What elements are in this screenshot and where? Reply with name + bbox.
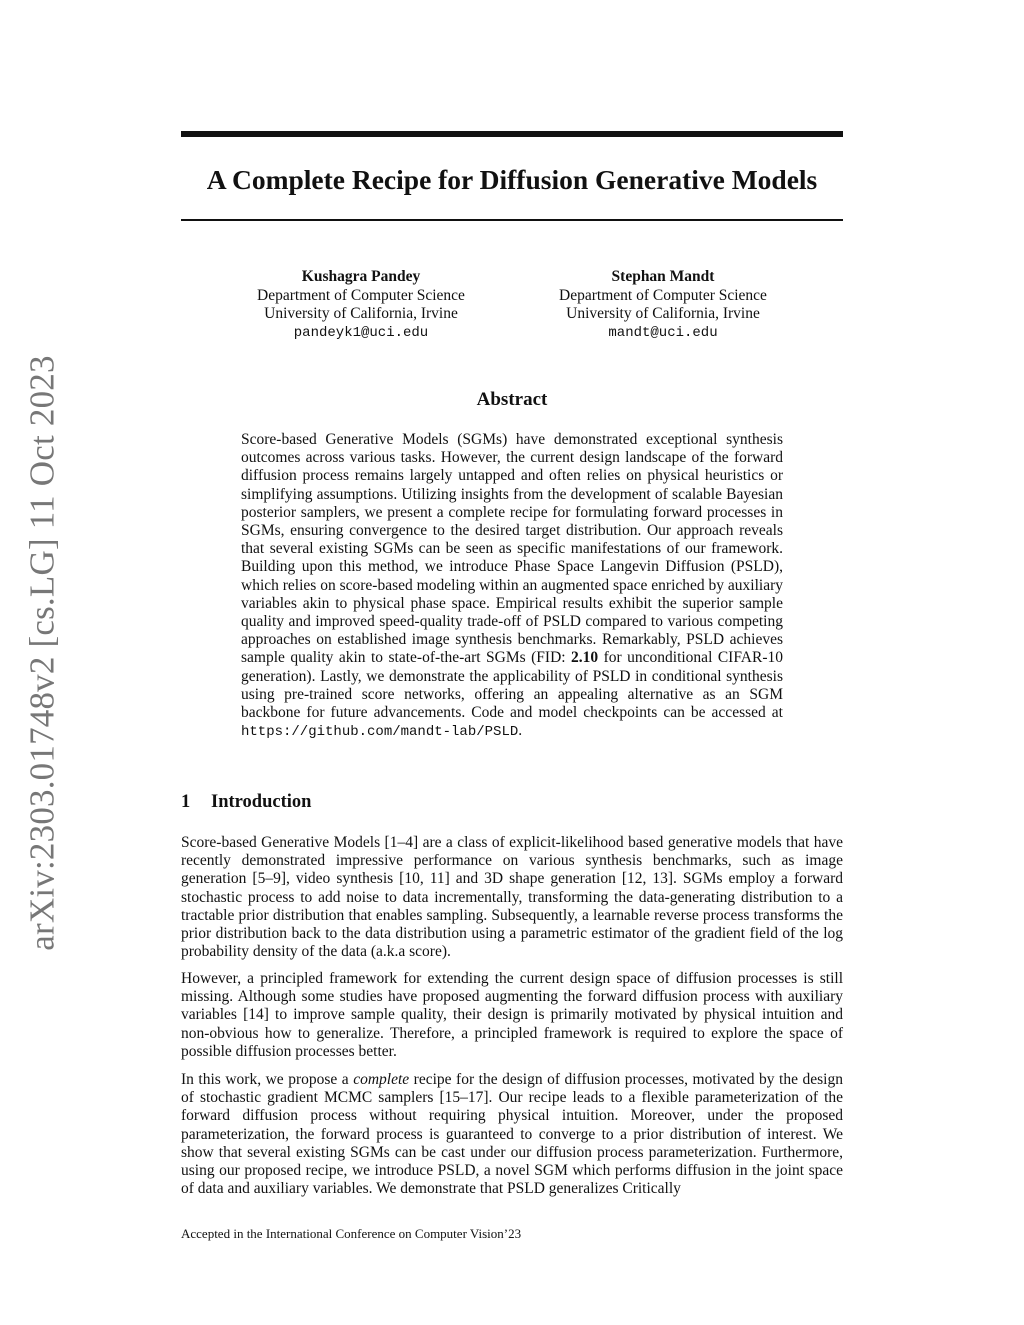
author-university: University of California, Irvine [566,305,760,322]
title-top-rule [181,131,843,137]
section-heading [181,790,311,814]
section-number: 1 [181,792,191,812]
author-email[interactable]: mandt@uci.edu [608,324,718,341]
paragraph-text: In this work, we propose a [181,1071,354,1088]
emphasis-complete: complete [353,1071,410,1088]
author-block-2 [523,268,803,342]
abstract-heading: Abstract [476,389,548,410]
code-link[interactable]: https://github.com/mandt-lab/PSLD [241,724,519,741]
author-email[interactable]: pandeyk1@uci.edu [293,324,429,341]
intro-paragraph-3 [181,1071,843,1198]
author-department: Department of Computer Science [257,286,465,304]
paragraph-text: recipe for the design of diffusion processes, motivated by the design of stochastic gradient MCMC samplers [15–17]. Our recipe leads to a flexible parameterization of the forward diffusion process without requiring physical intuition. Moreover, under the proposed parameterization, the forward process is guaranteed to converge to a prior distribution of interest. We show that several existing SGMs can be cast under our diffusion process parameterization. Furthermore, using our proposed recipe, we introduce PSLD, a novel SGM which performs diffusion in the joint space of data and auxiliary variables. We demonstrate that PSLD generalizes Critically [181,1071,843,1198]
title-bottom-rule [181,219,843,221]
section-title: Introduction [211,792,312,812]
author-block-1 [221,268,501,342]
abstract-text-part-1: Score-based Generative Models (SGMs) have demonstrated exceptional synthesis outcomes across various tasks. However, the current design landscape of the forward diffusion process remains largely untapped and often relies on physical heuristics or simplifying assumptions. Utilizing insights from the development of scalable Bayesian posterior samplers, we present a complete recipe for formulating forward processes in SGMs, ensuring convergence to the desired target distribution. Our approach reveals that several existing SGMs can be seen as specific manifestations of our framework. Building upon this method, we introduce Phase Space Langevin Diffusion (PSLD), which relies on score-based modeling within an augmented space enriched by auxiliary variables akin to physical phase space. Empirical results exhibit the superior sample quality and improved speed-quality trade-off of PSLD compared to various competing approaches on established image synthesis benchmarks. Remarkably, PSLD achieves sample quality akin to state-of-the-art SGMs (FID: [241,431,783,667]
intro-paragraph-1: Score-based Generative Models [1–4] are a class of explicit-likelihood based generative models that have recently demonstrated impressive performance on various synthesis benchmarks, such as image generation [5–9], video synthesis [10, 11] and 3D shape generation [12, 13]. SGMs employ a forward stochastic process to add noise to data incrementally, transforming the data-generating distribution to a tractable prior distribution that enables sampling. Subsequently, a learnable reverse process transforms the prior distribution back to the data distribution using a parametric estimator of the gradient field of the log probability density of the data (a.k.a score). [181,834,843,961]
abstract-end: . [518,722,523,740]
author-name: Kushagra Pandey [301,268,421,285]
intro-paragraph-2: However, a principled framework for extending the current design space of diffusion processes is still missing. Although some studies have proposed augmenting the forward diffusion process with auxiliary variables [14] to improve sample quality, their design is primarily motivated by physical intuition and non-obvious how to generalize. Therefore, a principled framework is required to explore the space of possible diffusion processes better. [181,970,843,1060]
arxiv-identifier-text: arXiv:2303.01748v2 [cs.LG] 11 Oct 2023 [23,354,62,951]
abstract-text [241,431,783,741]
author-university: University of California, Irvine [264,305,458,322]
author-name: Stephan Mandt [611,268,715,285]
arxiv-identifier [18,354,68,951]
fid-value: 2.10 [571,649,599,667]
abstract-text-part-2: for unconditional CIFAR-10 generation). Lastly, we demonstrate the applicability of PSLD in conditional synthesis using pre-trained score networks, offering an appealing alternative as an SGM backbone for future advancements. Code and model checkpoints can be accessed at [241,649,783,722]
venue-footnote: Accepted in the International Conference on Computer Vision’23 [181,1226,522,1241]
paper-title: A Complete Recipe for Diffusion Generative Models [206,164,818,195]
author-department: Department of Computer Science [559,286,767,304]
